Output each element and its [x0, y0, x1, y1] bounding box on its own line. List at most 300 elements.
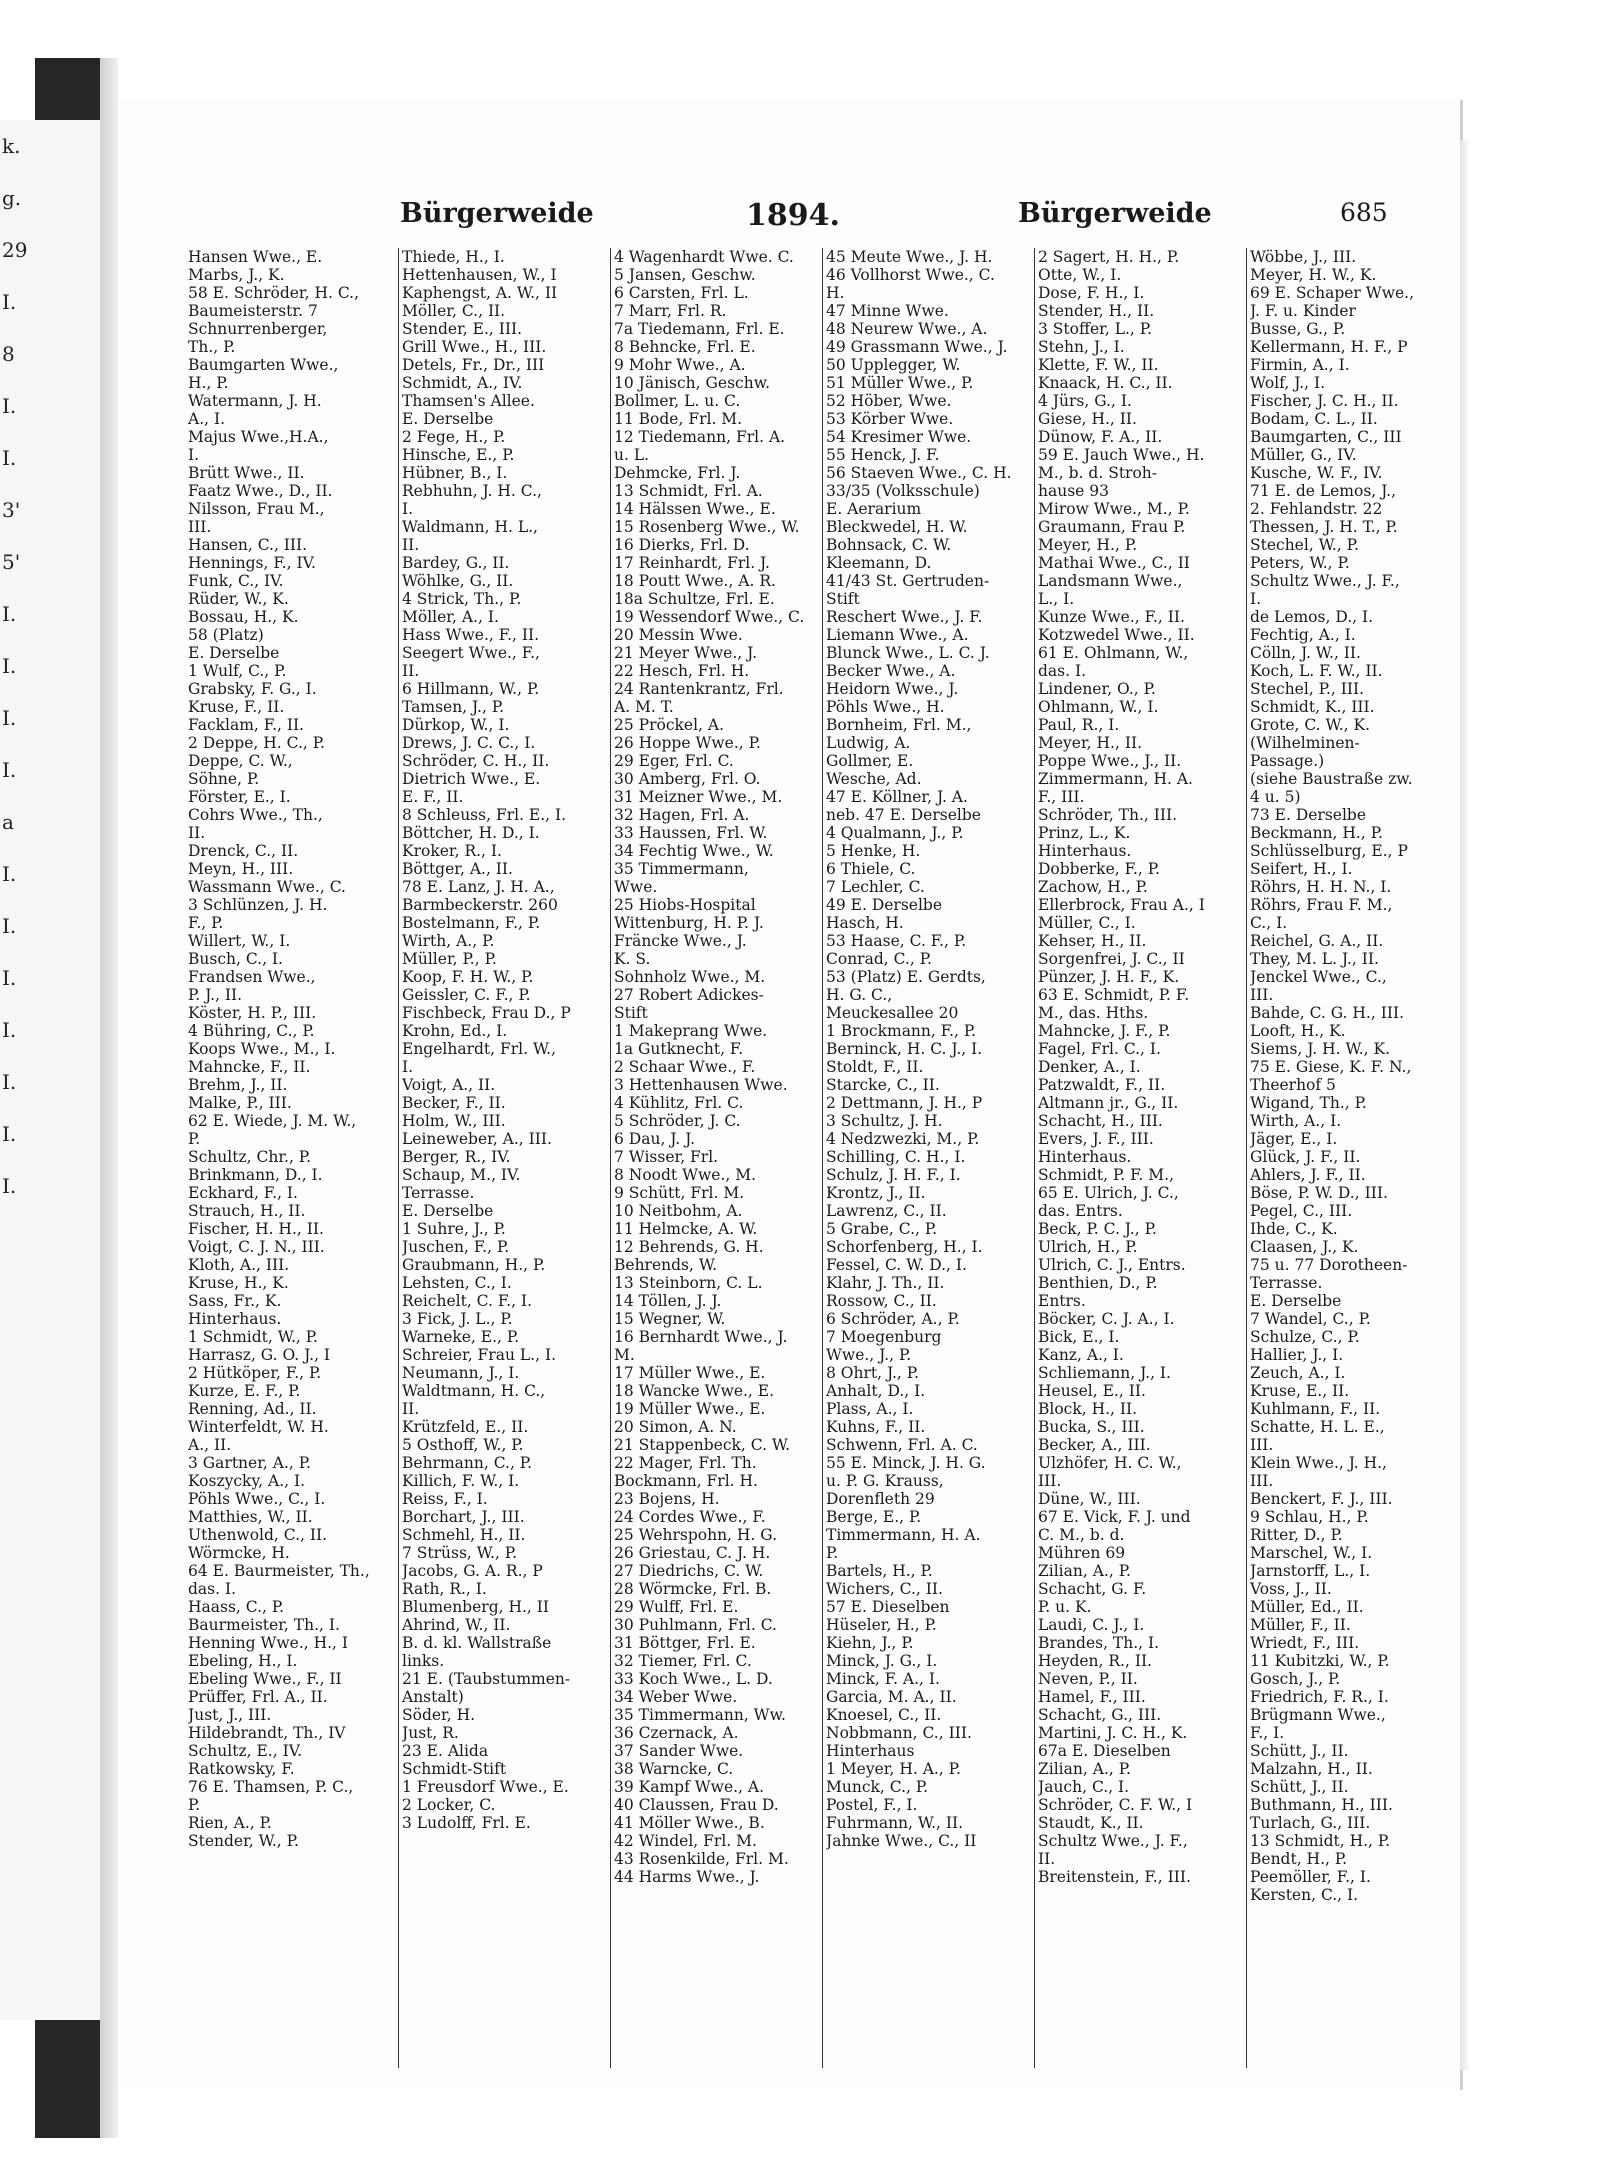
directory-entry-line: Schultz Wwe., J. F., [1038, 1832, 1188, 1850]
directory-entry-line: Röhrs, H. H. N., I. [1250, 878, 1392, 896]
directory-entry-line: 4 Qualmann, J., P. [826, 824, 964, 842]
directory-entry-line: 1 Freusdorf Wwe., E. [402, 1778, 569, 1796]
directory-entry-line: 34 Weber Wwe. [614, 1688, 738, 1706]
directory-entry-line: Reschert Wwe., J. F. [826, 608, 983, 626]
directory-entry-line: Starcke, C., II. [826, 1076, 940, 1094]
directory-entry-line: Cölln, J. W., II. [1250, 644, 1361, 662]
directory-entry-line: P. [188, 1796, 201, 1814]
directory-entry-line: III. [1250, 1472, 1274, 1490]
directory-entry-line: 7 Marr, Frl. R. [614, 302, 727, 320]
directory-entry-line: 24 Rantenkrantz, Frl. [614, 680, 784, 698]
directory-entry-line: Wöhlke, G., II. [402, 572, 514, 590]
directory-entry-line: Rossow, C., II. [826, 1292, 937, 1310]
directory-entry-line: 38 Warncke, C. [614, 1760, 734, 1778]
street-name-right: Bürgerweide [1018, 198, 1212, 229]
directory-entry-line: Klahr, J. Th., II. [826, 1274, 945, 1292]
directory-entry-line: Schmidt, A., IV. [402, 374, 523, 392]
directory-entry-line: Schultz Wwe., J. F., [1250, 572, 1400, 590]
directory-entry-line: Mahncke, J. F., P. [1038, 1022, 1171, 1040]
directory-entry-line: Meyer, H., P. [1038, 536, 1138, 554]
directory-entry-line: Graubmann, H., P. [402, 1256, 546, 1274]
directory-entry-line: Just, J., III. [188, 1706, 272, 1724]
directory-entry-line: Watermann, J. H. [188, 392, 322, 410]
directory-entry-line: Hasch, H. [826, 914, 904, 932]
directory-entry-line: Laudi, C. J., I. [1038, 1616, 1145, 1634]
directory-entry-line: Kersten, C., I. [1250, 1886, 1359, 1904]
directory-entry-line: 4 u. 5) [1250, 788, 1301, 806]
directory-entry-line: Kaphengst, A. W., II [402, 284, 558, 302]
directory-entry-line: Thiede, H., I. [402, 248, 505, 266]
directory-entry-line: A., II. [188, 1436, 232, 1454]
directory-page [118, 100, 1463, 2090]
directory-entry-line: 28 Wörmcke, Frl. B. [614, 1580, 772, 1598]
directory-entry-line: Wolf, J., I. [1250, 374, 1326, 392]
directory-entry-line: Voss, J., II. [1250, 1580, 1332, 1598]
directory-entry-line: P. u. K. [1038, 1598, 1092, 1616]
directory-entry-line: Jäger, E., I. [1250, 1130, 1338, 1148]
directory-entry-line: Seegert Wwe., F., [402, 644, 540, 662]
directory-entry-line: Bossau, H., K. [188, 608, 299, 626]
directory-entry-line: Sass, Fr., K. [188, 1292, 282, 1310]
directory-entry-line: Baurmeister, Th., I. [188, 1616, 340, 1634]
directory-entry-line: Krontz, J., II. [826, 1184, 926, 1202]
directory-entry-line: 4 Nedzwezki, M., P. [826, 1130, 980, 1148]
column-4 [822, 248, 1032, 2068]
directory-entry-line: E. Aerarium [826, 500, 922, 518]
directory-entry-line: 6 Carsten, Frl. L. [614, 284, 749, 302]
prev-page-fragment: 8 [2, 342, 15, 366]
directory-entry-line: Bucka, S., III. [1038, 1418, 1145, 1436]
column-2 [398, 248, 608, 2068]
directory-entry-line: Harrasz, G. O. J., I [188, 1346, 331, 1364]
prev-page-fragment: I. [2, 602, 17, 626]
directory-entry-line: Ebeling Wwe., F., II [188, 1670, 342, 1688]
directory-entry-line: Ludwig, A. [826, 734, 911, 752]
directory-entry-line: Kurze, E. F., P. [188, 1382, 301, 1400]
directory-entry-line: Ihde, C., K. [1250, 1220, 1338, 1238]
directory-entry-line: Hinterhaus. [1038, 1148, 1132, 1166]
directory-entry-line: 3 Fick, J. L., P. [402, 1310, 513, 1328]
directory-entry-line: 10 Jänisch, Geschw. [614, 374, 771, 392]
directory-entry-line: 47 Minne Wwe. [826, 302, 949, 320]
directory-entry-line: Kuhns, F., II. [826, 1418, 926, 1436]
directory-entry-line: 4 Wagenhardt Wwe. C. [614, 248, 794, 266]
directory-entry-line: Berninck, H. C. J., I. [826, 1040, 983, 1058]
directory-entry-line: Becker, F., II. [402, 1094, 506, 1112]
directory-entry-line: 5 Jansen, Geschw. [614, 266, 756, 284]
directory-entry-line: Meuckesallee 20 [826, 1004, 959, 1022]
directory-entry-line: Anhalt, D., I. [826, 1382, 926, 1400]
directory-entry-line: 18 Wancke Wwe., E. [614, 1382, 775, 1400]
directory-entry-line: Poppe Wwe., J., II. [1038, 752, 1182, 770]
directory-entry-line: Graumann, Frau P. [1038, 518, 1186, 536]
directory-entry-line: Stender, H., II. [1038, 302, 1155, 320]
directory-entry-line: 49 E. Derselbe [826, 896, 943, 914]
directory-entry-line: Stender, W., P. [188, 1832, 299, 1850]
directory-entry-line: 52 Höber, Wwe. [826, 392, 952, 410]
street-name-left: Bürgerweide [400, 198, 594, 229]
directory-entry-line: 39 Kampf Wwe., A. [614, 1778, 765, 1796]
directory-entry-line: 7 Wisser, Frl. [614, 1148, 719, 1166]
directory-entry-line: Hinsche, E., P. [402, 446, 515, 464]
directory-entry-line: 1a Gutknecht, F. [614, 1040, 744, 1058]
page-gutter [100, 58, 118, 2138]
directory-entry-line: Entrs. [1038, 1292, 1086, 1310]
directory-entry-line: 35 Timmermann, [614, 860, 749, 878]
directory-entry-line: (siehe Baustraße zw. [1250, 770, 1413, 788]
directory-entry-line: 53 Körber Wwe. [826, 410, 954, 428]
directory-entry-line: Seifert, H., I. [1250, 860, 1353, 878]
directory-entry-line: II. [188, 824, 206, 842]
directory-entry-line: Jacobs, G. A. R., P [402, 1562, 543, 1580]
directory-entry-line: Klette, F. W., II. [1038, 356, 1159, 374]
directory-entry-line: Lawrenz, C., II. [826, 1202, 947, 1220]
directory-entry-line: 2 Dettmann, J. H., P [826, 1094, 983, 1112]
directory-entry-line: das. I. [1038, 662, 1087, 680]
directory-entry-line: u. L. [614, 446, 650, 464]
directory-entry-line: 1 Wulf, C., P. [188, 662, 287, 680]
directory-entry-line: Marbs, J., K. [188, 266, 285, 284]
directory-entry-line: (Wilhelminen- [1250, 734, 1360, 752]
directory-entry-line: Waldmann, H. L., [402, 518, 538, 536]
directory-entry-line: 69 E. Schaper Wwe., [1250, 284, 1414, 302]
prev-page-fragment: I. [2, 1122, 17, 1146]
directory-entry-line: Fräncke Wwe., J. [614, 932, 747, 950]
directory-entry-line: Neumann, J., I. [402, 1364, 520, 1382]
directory-entry-line: Ratkowsky, F. [188, 1760, 295, 1778]
column-3 [610, 248, 820, 2068]
directory-entry-line: Knaack, H. C., II. [1038, 374, 1173, 392]
directory-entry-line: Jenckel Wwe., C., [1250, 968, 1387, 986]
directory-entry-line: 65 E. Ulrich, J. C., [1038, 1184, 1179, 1202]
directory-entry-line: Sorgenfrei, J. C., II [1038, 950, 1185, 968]
directory-entry-line: Dobberke, F., P. [1038, 860, 1160, 878]
directory-entry-line: Meyn, H., III. [188, 860, 294, 878]
directory-entry-line: Wesche, Ad. [826, 770, 922, 788]
directory-entry-line: Busch, C., I. [188, 950, 283, 968]
directory-entry-line: 59 E. Jauch Wwe., H. [1038, 446, 1205, 464]
directory-entry-line: 1 Brockmann, F., P. [826, 1022, 977, 1040]
directory-entry-line: 6 Hillmann, W., P. [402, 680, 540, 698]
previous-page-edge [0, 120, 100, 2020]
directory-entry-line: u. P. G. Krauss, [826, 1472, 944, 1490]
directory-entry-line: Zachow, H., P. [1038, 878, 1148, 896]
directory-entry-line: Schmidt-Stift [402, 1760, 507, 1778]
directory-entry-line: 22 Mager, Frl. Th. [614, 1454, 757, 1472]
directory-entry-line: Berge, E., P. [826, 1508, 922, 1526]
directory-entry-line: 18a Schultze, Frl. E. [614, 590, 775, 608]
directory-entry-line: 61 E. Ohlmann, W., [1038, 644, 1189, 662]
directory-entry-line: Uthenwold, C., II. [188, 1526, 328, 1544]
directory-entry-line: Beckmann, H., P. [1250, 824, 1383, 842]
directory-entry-line: Pünzer, J. H. F., K. [1038, 968, 1180, 986]
directory-entry-line: 48 Neurew Wwe., A. [826, 320, 988, 338]
directory-entry-line: Matthies, W., II. [188, 1508, 313, 1526]
directory-entry-line: Borchart, J., III. [402, 1508, 525, 1526]
directory-entry-line: Reichel, G. A., II. [1250, 932, 1384, 950]
directory-entry-line: Schliemann, J., I. [1038, 1364, 1171, 1382]
directory-entry-line: Voigt, C. J. N., III. [188, 1238, 325, 1256]
directory-entry-line: A. M. T. [614, 698, 674, 716]
directory-entry-line: Wichers, C., II. [826, 1580, 943, 1598]
directory-entry-line: Heusel, E., II. [1038, 1382, 1146, 1400]
column-5 [1034, 248, 1244, 2068]
directory-entry-line: 30 Puhlmann, Frl. C. [614, 1616, 777, 1634]
column-1 [188, 248, 394, 2068]
directory-entry-line: I. [1250, 590, 1262, 608]
directory-entry-line: 8 Ohrt, J., P. [826, 1364, 919, 1382]
directory-entry-line: 2 Deppe, H. C., P. [188, 734, 325, 752]
directory-entry-line: C., I. [1250, 914, 1288, 932]
directory-entry-line: 44 Harms Wwe., J. [614, 1868, 760, 1886]
directory-entry-line: Kunze Wwe., F., II. [1038, 608, 1185, 626]
directory-entry-line: 20 Simon, A. N. [614, 1418, 737, 1436]
directory-entry-line: 3 Gartner, A., P. [188, 1454, 311, 1472]
directory-entry-line: Evers, J. F., III. [1038, 1130, 1154, 1148]
directory-entry-line: Mathai Wwe., C., II [1038, 554, 1190, 572]
directory-entry-line: 6 Schröder, A., P. [826, 1310, 960, 1328]
directory-entry-line: Pöhls Wwe., C., I. [188, 1490, 326, 1508]
directory-entry-line: 63 E. Schmidt, P. F. [1038, 986, 1190, 1004]
prev-page-fragment: I. [2, 1070, 17, 1094]
prev-page-fragment: I. [2, 446, 17, 470]
directory-entry-line: Schreier, Frau L., I. [402, 1346, 556, 1364]
directory-entry-line: 42 Windel, Frl. M. [614, 1832, 757, 1850]
directory-entry-line: Grote, C. W., K. [1250, 716, 1371, 734]
directory-entry-line: Zeuch, A., I. [1250, 1364, 1346, 1382]
directory-entry-line: Hansen Wwe., E. [188, 248, 323, 266]
directory-entry-line: 6 Dau, J. J. [614, 1130, 696, 1148]
directory-entry-line: Rath, R., I. [402, 1580, 487, 1598]
directory-entry-line: 40 Claussen, Frau D. [614, 1796, 779, 1814]
directory-entry-line: Mahncke, F., II. [188, 1058, 311, 1076]
directory-entry-line: 78 E. Lanz, J. H. A., [402, 878, 555, 896]
directory-entry-line: 54 Kresimer Wwe. [826, 428, 972, 446]
directory-entry-line: Engelhardt, Frl. W., [402, 1040, 557, 1058]
directory-entry-line: Blunck Wwe., L. C. J. [826, 644, 990, 662]
directory-entry-line: Beck, P. C. J., P. [1038, 1220, 1157, 1238]
directory-entry-line: Dürkop, W., I. [402, 716, 510, 734]
directory-entry-line: 9 Schlau, H., P. [1250, 1508, 1369, 1526]
directory-entry-line: Wigand, Th., P. [1250, 1094, 1367, 1112]
directory-entry-line: Bodam, C. L., II. [1250, 410, 1378, 428]
directory-entry-line: 1 Suhre, J., P. [402, 1220, 506, 1238]
directory-entry-line: Henning Wwe., H., I [188, 1634, 349, 1652]
directory-entry-line: Block, H., II. [1038, 1400, 1138, 1418]
directory-entry-line: H., P. [188, 374, 229, 392]
directory-entry-line: Killich, F. W., I. [402, 1472, 520, 1490]
directory-entry-line: 36 Czernack, A. [614, 1724, 739, 1742]
directory-entry-line: Altmann jr., G., II. [1038, 1094, 1179, 1112]
directory-entry-line: Kruse, F., II. [188, 698, 285, 716]
directory-entry-line: Postel, F., I. [826, 1796, 918, 1814]
directory-entry-line: 7 Moegenburg [826, 1328, 942, 1346]
directory-entry-line: I. [188, 446, 200, 464]
directory-entry-line: E. F., II. [402, 788, 464, 806]
directory-entry-line: III. [1250, 1436, 1274, 1454]
directory-entry-line: Dietrich Wwe., E. [402, 770, 541, 788]
directory-entry-line: 1 Schmidt, W., P. [188, 1328, 318, 1346]
directory-entry-line: Funk, C., IV. [188, 572, 284, 590]
directory-entry-line: 26 Griestau, C. J. H. [614, 1544, 771, 1562]
directory-entry-line: II. [402, 536, 420, 554]
prev-page-fragment: I. [2, 758, 17, 782]
directory-entry-line: Stehn, J., I. [1038, 338, 1125, 356]
directory-entry-line: Schulze, C., P. [1250, 1328, 1360, 1346]
directory-entry-line: Drenck, C., II. [188, 842, 299, 860]
directory-entry-line: 17 Müller Wwe., E. [614, 1364, 766, 1382]
directory-entry-line: das. I. [188, 1580, 237, 1598]
directory-entry-line: 2 Schaar Wwe., F. [614, 1058, 756, 1076]
directory-entry-line: 7 Strüss, W., P. [402, 1544, 518, 1562]
directory-entry-line: Kusche, W. F., IV. [1250, 464, 1383, 482]
prev-page-fragment: I. [2, 394, 17, 418]
directory-entry-line: 34 Fechtig Wwe., W. [614, 842, 774, 860]
directory-entry-line: Dose, F. H., I. [1038, 284, 1145, 302]
directory-entry-line: neb. 47 E. Derselbe [826, 806, 981, 824]
directory-entry-line: 62 E. Wiede, J. M. W., [188, 1112, 357, 1130]
prev-page-fragment: I. [2, 914, 17, 938]
directory-entry-line: Kiehn, J., P. [826, 1634, 914, 1652]
directory-entry-line: Prüffer, Frl. A., II. [188, 1688, 328, 1706]
prev-page-fragment: 5' [2, 550, 21, 574]
directory-entry-line: 13 Schmidt, H., P. [1250, 1832, 1391, 1850]
directory-entry-line: F., P. [188, 914, 224, 932]
directory-entry-line: 5 Henke, H. [826, 842, 921, 860]
directory-entry-line: 41/43 St. Gertruden- [826, 572, 990, 590]
directory-entry-line: Ulrich, C. J., Entrs. [1038, 1256, 1186, 1274]
directory-entry-line: 7a Tiedemann, Frl. E. [614, 320, 785, 338]
directory-entry-line: Dünow, F. A., II. [1038, 428, 1163, 446]
directory-entry-line: Nobbmann, C., III. [826, 1724, 972, 1742]
directory-entry-line: Rien, A., P. [188, 1814, 272, 1832]
directory-entry-line: Gollmer, E. [826, 752, 914, 770]
directory-entry-line: Faatz Wwe., D., II. [188, 482, 333, 500]
directory-entry-line: 23 E. Alida [402, 1742, 489, 1760]
directory-entry-line: 7 Wandel, C., P. [1250, 1310, 1371, 1328]
directory-entry-line: Stechel, W., P. [1250, 536, 1359, 554]
directory-entry-line: Hennings, F., IV. [188, 554, 316, 572]
prev-page-fragment: 29 [2, 238, 28, 262]
directory-entry-line: Brandes, Th., I. [1038, 1634, 1160, 1652]
directory-entry-line: F., III. [1038, 788, 1085, 806]
directory-entry-line: 71 E. de Lemos, J., [1250, 482, 1397, 500]
directory-entry-line: Minck, F. A., I. [826, 1670, 940, 1688]
directory-entry-line: Brehm, J., II. [188, 1076, 288, 1094]
directory-entry-line: 12 Behrends, G. H. [614, 1238, 764, 1256]
directory-entry-line: Schröder, C. F. W., I [1038, 1796, 1193, 1814]
directory-entry-line: Krohn, Ed., I. [402, 1022, 508, 1040]
directory-entry-line: Behrends, W. [614, 1256, 717, 1274]
directory-entry-line: Renning, Ad., II. [188, 1400, 317, 1418]
directory-entry-line: 8 Noodt Wwe., M. [614, 1166, 757, 1184]
directory-entry-line: Müller, F., II. [1250, 1616, 1351, 1634]
directory-entry-line: 27 Diedrichs, C. W. [614, 1562, 764, 1580]
directory-entry-line: Benthien, D., P. [1038, 1274, 1158, 1292]
directory-entry-line: Otte, W., I. [1038, 266, 1122, 284]
directory-entry-line: Plass, A., I. [826, 1400, 914, 1418]
directory-entry-line: 12 Tiedemann, Frl. A. [614, 428, 786, 446]
directory-entry-line: Ahrind, W., II. [402, 1616, 511, 1634]
directory-entry-line: Bostelmann, F., P. [402, 914, 541, 932]
directory-entry-line: Böcker, C. J. A., I. [1038, 1310, 1175, 1328]
directory-entry-line: Terrasse. [402, 1184, 475, 1202]
directory-entry-line: Juschen, F., P. [402, 1238, 510, 1256]
page-number: 685 [1340, 198, 1388, 227]
directory-entry-line: 32 Hagen, Frl. A. [614, 806, 750, 824]
directory-entry-line: M., das. Hths. [1038, 1004, 1149, 1022]
directory-entry-line: Eckhard, F., I. [188, 1184, 298, 1202]
directory-entry-line: 3 Hettenhausen Wwe. [614, 1076, 788, 1094]
directory-entry-line: Hinterhaus [826, 1742, 915, 1760]
directory-entry-line: II. [402, 662, 420, 680]
directory-entry-line: Reichelt, C. F., I. [402, 1292, 533, 1310]
directory-entry-line: 67 E. Vick, F. J. und [1038, 1508, 1191, 1526]
directory-entry-line: 7 Lechler, C. [826, 878, 925, 896]
prev-page-fragment: g. [2, 186, 22, 210]
directory-entry-line: E. Derselbe [1250, 1292, 1342, 1310]
directory-entry-line: 19 Wessendorf Wwe., C. [614, 608, 805, 626]
directory-entry-line: 25 Wehrspohn, H. G. [614, 1526, 778, 1544]
directory-entry-line: 18 Poutt Wwe., A. R. [614, 572, 776, 590]
directory-entry-line: Berger, R., IV. [402, 1148, 511, 1166]
directory-entry-line: B. d. kl. Wallstraße [402, 1634, 552, 1652]
directory-entry-line: Kehser, H., II. [1038, 932, 1147, 950]
directory-entry-line: Reiss, F., I. [402, 1490, 488, 1508]
directory-entry-line: Liemann Wwe., A. [826, 626, 969, 644]
directory-entry-line: Behrmann, C., P. [402, 1454, 533, 1472]
directory-entry-line: Buthmann, H., III. [1250, 1796, 1393, 1814]
directory-entry-line: Hinterhaus. [1038, 842, 1132, 860]
directory-entry-line: 29 Wulff, Frl. E. [614, 1598, 739, 1616]
directory-entry-line: 11 Kubitzki, W., P. [1250, 1652, 1390, 1670]
directory-entry-line: 47 E. Köllner, J. A. [826, 788, 968, 806]
directory-entry-line: Kruse, E., II. [1250, 1382, 1350, 1400]
prev-page-fragment: I. [2, 1018, 17, 1042]
directory-entry-line: III. [188, 518, 212, 536]
directory-entry-line: Böse, P. W. D., III. [1250, 1184, 1388, 1202]
directory-entry-line: 73 E. Derselbe [1250, 806, 1367, 824]
directory-entry-line: Wörmcke, H. [188, 1544, 290, 1562]
directory-entry-line: Schultz, E., IV. [188, 1742, 303, 1760]
directory-entry-line: Koch, L. F. W., II. [1250, 662, 1383, 680]
directory-entry-line: 31 Böttger, Frl. E. [614, 1634, 756, 1652]
directory-entry-line: 75 E. Giese, K. F. N., [1250, 1058, 1412, 1076]
directory-entry-line: 19 Müller Wwe., E. [614, 1400, 766, 1418]
directory-entry-line: Söder, H. [402, 1706, 476, 1724]
directory-entry-line: Strauch, H., II. [188, 1202, 306, 1220]
directory-entry-line: Wwe., J., P. [826, 1346, 912, 1364]
year: 1894. [746, 198, 840, 233]
directory-entry-line: Müller, G., IV. [1250, 446, 1357, 464]
directory-entry-line: P. [188, 1130, 201, 1148]
directory-entry-line: 4 Strick, Th., P. [402, 590, 522, 608]
directory-entry-line: Bartels, H., P. [826, 1562, 933, 1580]
directory-entry-line: Bendt, H., P. [1250, 1850, 1348, 1868]
directory-entry-line: 2 Locker, C. [402, 1796, 496, 1814]
directory-entry-line: Heidorn Wwe., J. [826, 680, 959, 698]
directory-entry-line: Ahlers, J. F., II. [1250, 1166, 1366, 1184]
directory-entry-line: Bick, E., I. [1038, 1328, 1120, 1346]
directory-entry-line: Gosch, J., P. [1250, 1670, 1341, 1688]
directory-entry-line: 27 Robert Adickes- [614, 986, 764, 1004]
directory-entry-line: Stift [826, 590, 860, 608]
directory-entry-line: Müller, Ed., II. [1250, 1598, 1364, 1616]
directory-entry-line: 15 Wegner, W. [614, 1310, 726, 1328]
directory-entry-line: Düne, W., III. [1038, 1490, 1141, 1508]
directory-entry-line: Siems, J. H. W., K. [1250, 1040, 1390, 1058]
directory-entry-line: 2 Sagert, H. H., P. [1038, 248, 1180, 266]
